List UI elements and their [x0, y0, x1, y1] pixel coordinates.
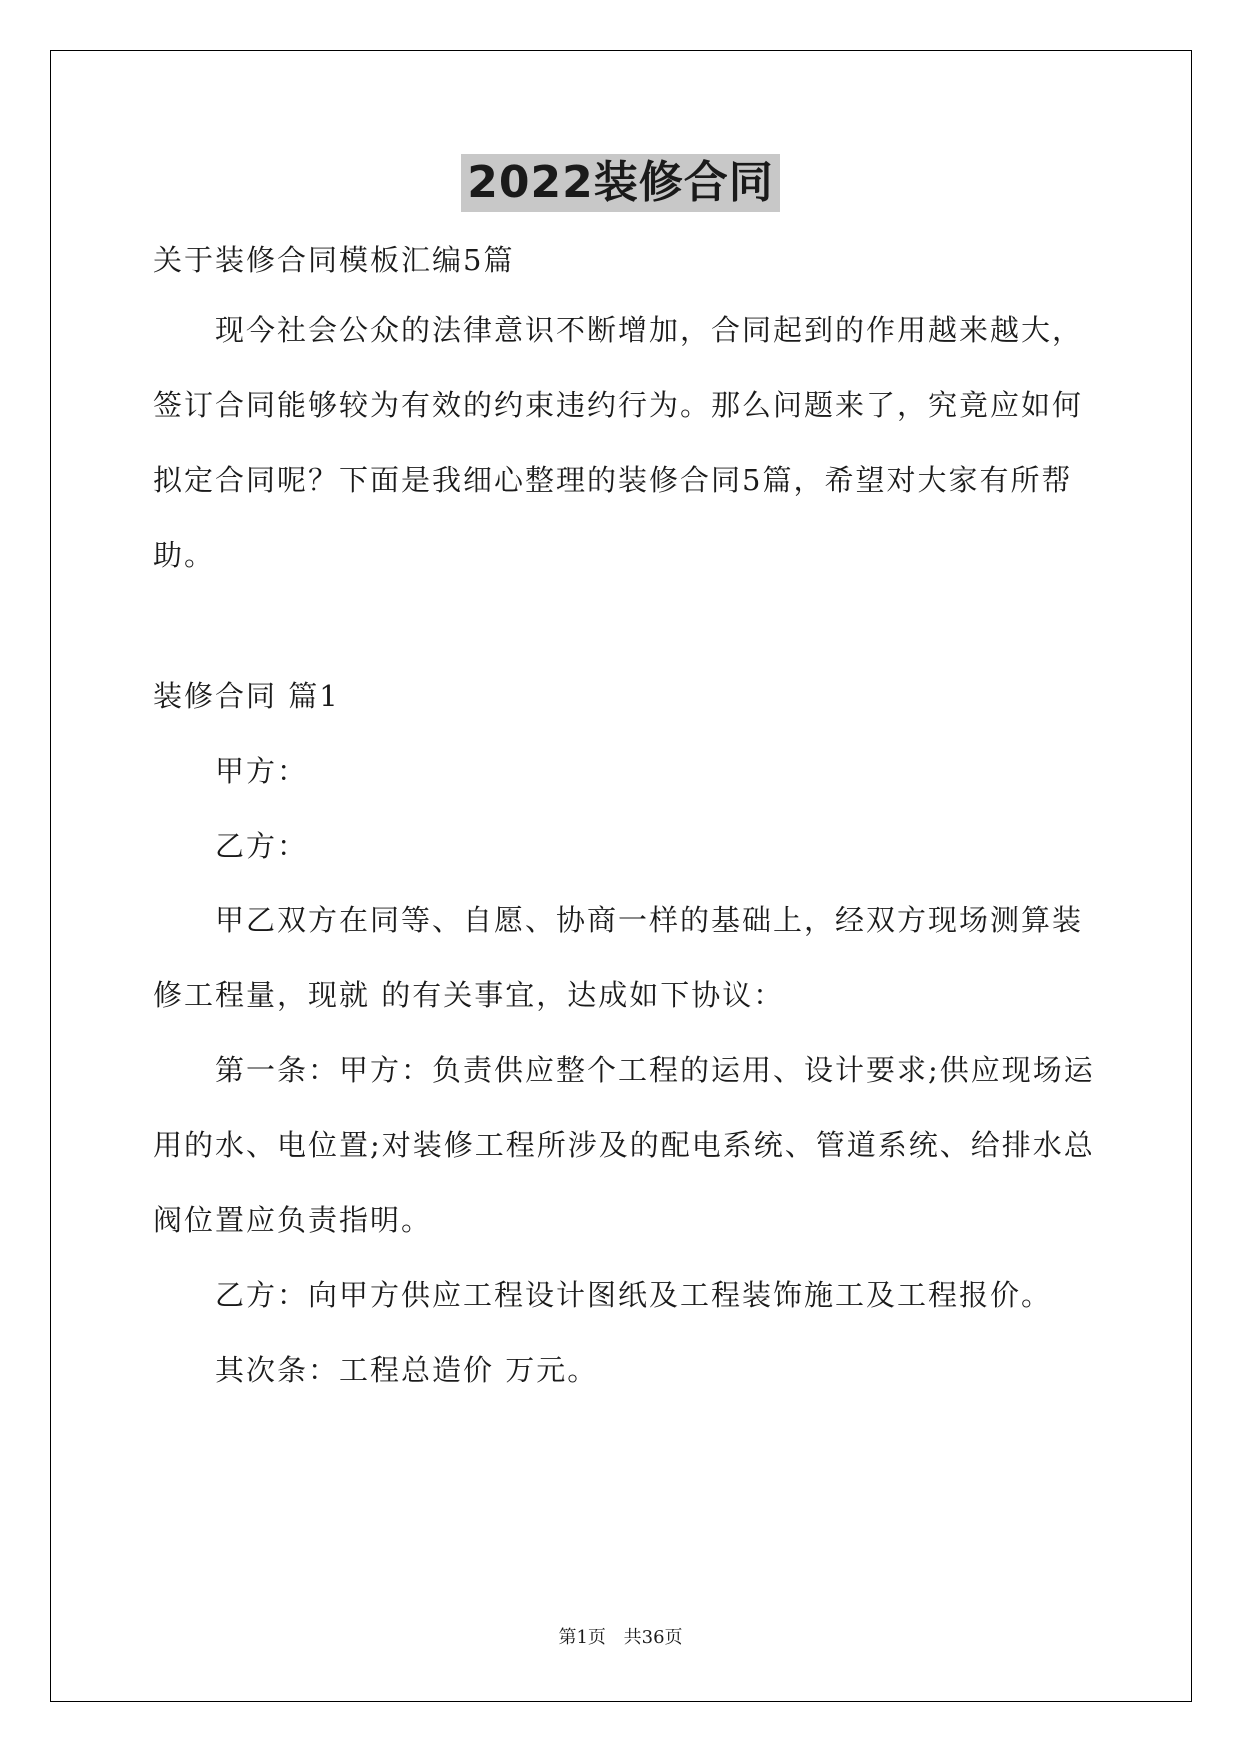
article1-party-b: 乙方：向甲方供应工程设计图纸及工程装饰施工及工程报价。 — [215, 1278, 1053, 1312]
intro-line-2: 签订合同能够较为有效的约束违约行为。那么问题来了，究竟应如何 — [153, 388, 1084, 422]
agreement-line-1: 甲乙双方在同等、自愿、协商一样的基础上，经双方现场测算装 — [215, 903, 1084, 937]
page-border — [50, 50, 1192, 1702]
party-b-label: 乙方： — [215, 829, 309, 863]
article1-line-1: 第一条：甲方：负责供应整个工程的运用、设计要求;供应现场运 — [215, 1053, 1095, 1087]
page-footer — [0, 1626, 1241, 1650]
intro-line-4: 助。 — [153, 538, 216, 572]
intro-line-3: 拟定合同呢？下面是我细心整理的装修合同5篇，希望对大家有所帮 — [153, 463, 1073, 497]
page-number-total: 共36页 — [623, 1627, 683, 1648]
section-heading: 装修合同 篇1 — [153, 679, 340, 713]
intro-line-1: 现今社会公众的法律意识不断增加，合同起到的作用越来越大， — [215, 313, 1084, 347]
agreement-line-2: 修工程量，现就 的有关事宜，达成如下协议： — [153, 978, 785, 1012]
title-container — [0, 154, 1241, 212]
page-number-current: 第1页 — [558, 1627, 606, 1648]
document-title: 2022装修合同 — [461, 154, 779, 212]
party-a-label: 甲方： — [215, 754, 309, 788]
article1-line-2: 用的水、电位置;对装修工程所涉及的配电系统、管道系统、给排水总 — [153, 1128, 1095, 1162]
article1-line-3: 阀位置应负责指明。 — [153, 1203, 433, 1237]
document-subtitle: 关于装修合同模板汇编5篇 — [153, 243, 515, 277]
article2-line: 其次条：工程总造价 万元。 — [215, 1353, 599, 1387]
